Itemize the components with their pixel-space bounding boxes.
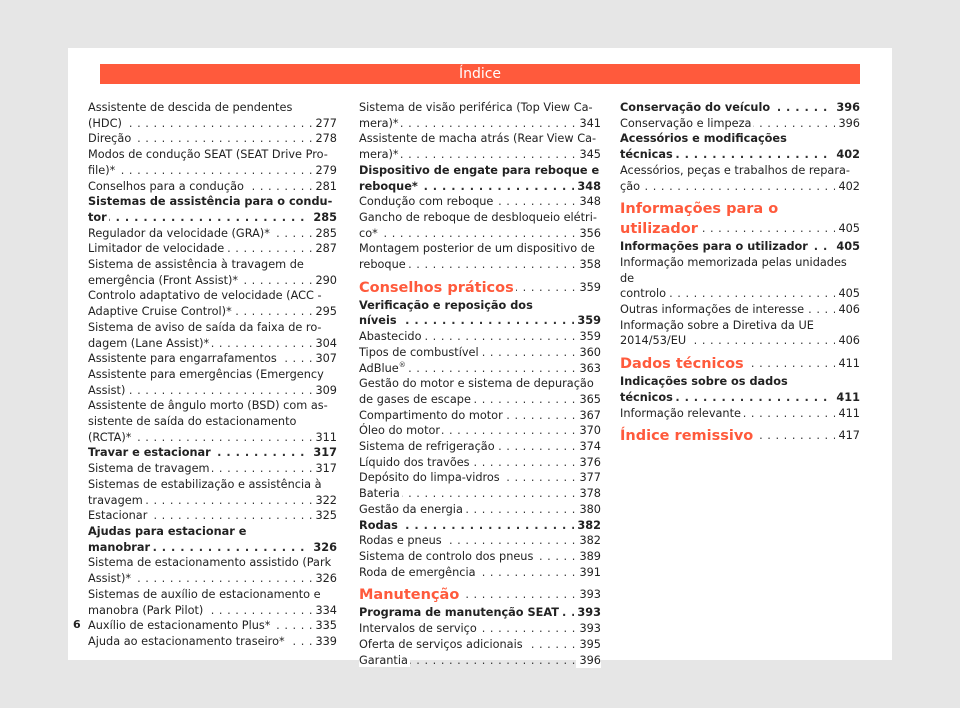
toc-entry[interactable] [620, 100, 860, 116]
toc-page-number: 279 [312, 163, 337, 179]
toc-entry[interactable] [359, 470, 601, 486]
toc-entry-title: Informações para o utilizador [620, 201, 779, 238]
toc-entry[interactable] [359, 147, 601, 163]
toc-page-number: 339 [312, 634, 337, 650]
toc-entry-title: file)* [88, 163, 116, 177]
toc-page-number: 389 [576, 549, 601, 565]
toc-entry-title: co* [359, 226, 378, 240]
toc-entry[interactable] [88, 304, 337, 320]
toc-entry[interactable] [88, 210, 337, 226]
toc-page-number: 395 [576, 637, 601, 653]
toc-page-number: 402 [835, 179, 860, 195]
toc-page-number: 411 [833, 390, 860, 406]
toc-entry[interactable] [88, 618, 337, 634]
toc-line: Montagem posterior de um dispositivo de [359, 242, 595, 256]
toc-line: Assistente de descida de pendentes [88, 101, 293, 114]
toc-entry[interactable] [620, 239, 860, 255]
toc-entry-title: Líquido dos travões [359, 455, 470, 469]
toc-entry-title: (HDC) [88, 116, 122, 130]
toc-entry-title: (RCTA)* [88, 430, 132, 444]
toc-page-number: 317 [312, 461, 337, 477]
toc-entry[interactable] [88, 461, 337, 477]
toc-column-1 [88, 100, 337, 650]
toc-entry[interactable] [359, 116, 601, 132]
toc-page-number: 396 [835, 116, 860, 132]
toc-entry-title: Depósito do limpa-vidros [359, 471, 500, 485]
index-header [100, 64, 860, 84]
toc-entry-title: Oferta de serviços adicionais [359, 637, 523, 651]
toc-column-2 [359, 100, 601, 668]
toc-page-number: 393 [576, 621, 601, 637]
toc-entry[interactable] [88, 131, 337, 147]
toc-entry-title: Travar e estacionar [88, 446, 211, 460]
toc-entry[interactable] [88, 430, 337, 446]
toc-entry[interactable] [359, 549, 601, 565]
toc-entry-title: Regulador da velocidade (GRA)* [88, 226, 270, 240]
toc-entry-title: Bateria [359, 487, 400, 501]
toc-entry[interactable] [620, 374, 860, 405]
toc-page-number: 348 [576, 194, 601, 210]
toc-page-number: 356 [576, 226, 601, 242]
toc-entry-title: Outras informações de interesse [620, 303, 805, 317]
toc-entry[interactable] [88, 634, 337, 650]
toc-line: Sistema de assistência à travagem de [88, 258, 304, 272]
toc-entry-title: Conservação e limpeza [620, 116, 752, 130]
toc-entry[interactable] [359, 298, 601, 329]
toc-page-number: 281 [312, 179, 337, 195]
toc-entry[interactable] [620, 116, 860, 132]
toc-page-number: 406 [835, 302, 860, 318]
toc-entry-title: dagem (Lane Assist)* [88, 336, 210, 350]
toc-entry-title: travagem [88, 493, 143, 507]
toc-entry[interactable] [88, 226, 337, 242]
toc-page-number: 345 [576, 147, 601, 163]
toc-page-number: 378 [576, 486, 601, 502]
toc-entry[interactable] [88, 241, 337, 257]
toc-entry-title: Ajuda ao estacionamento traseiro* [88, 634, 285, 648]
toc-entry-title: Ajudas para estacionar e manobrar [88, 524, 247, 554]
toc-page-number: 326 [310, 540, 337, 556]
toc-page-number: 359 [576, 278, 601, 298]
toc-page-number: 287 [312, 241, 337, 257]
toc-page-number: 322 [312, 493, 337, 509]
toc-entry-title: Assist) [88, 383, 126, 397]
toc-page-number: 391 [576, 565, 601, 581]
toc-page-number: 365 [576, 392, 601, 408]
toc-section[interactable] [620, 199, 860, 239]
toc-entry[interactable] [359, 565, 601, 581]
toc-entry-title: emergência (Front Assist)* [88, 273, 239, 287]
toc-page-number: 405 [833, 239, 860, 255]
toc-page-number: 358 [576, 257, 601, 273]
toc-entry-title: Abastecido [359, 330, 422, 344]
toc-entry[interactable] [359, 533, 601, 549]
toc-page-number: 285 [310, 210, 337, 226]
toc-page-number: 417 [835, 426, 860, 446]
toc-line: Assistente para emergências (Emergency [88, 367, 324, 381]
toc-page-number: 380 [576, 502, 601, 518]
toc-entry[interactable] [88, 603, 337, 619]
toc-line: Gestão do motor e sistema de depuração [359, 377, 594, 391]
toc-entry-title: Sistema de controlo dos pneus [359, 549, 534, 563]
toc-entry[interactable] [359, 179, 601, 195]
toc-line: Modos de condução SEAT (SEAT Drive Pro- [88, 148, 328, 162]
toc-entry[interactable] [359, 226, 601, 242]
toc-page-number: 382 [576, 533, 601, 549]
toc-line: Sistema de visão periférica (Top View Ca- [359, 101, 593, 114]
toc-page-number: 367 [576, 408, 601, 424]
toc-entry[interactable] [88, 116, 337, 132]
toc-entry[interactable] [359, 605, 601, 621]
toc-page-number: 411 [835, 354, 860, 374]
toc-entry[interactable] [359, 621, 601, 637]
toc-line: Dispositivo de engate para reboque e [359, 163, 600, 177]
toc-page-number: 405 [835, 286, 860, 302]
toc-entry[interactable] [359, 194, 601, 210]
toc-entry-title: tor [88, 210, 107, 224]
toc-entry-title: de gases de escape [359, 392, 471, 406]
toc-page-number: 405 [835, 219, 860, 239]
toc-entry-title: Condução com reboque [359, 195, 494, 209]
toc-section[interactable] [620, 426, 860, 446]
toc-line: Sistema de aviso de saída da faixa de ro- [88, 320, 322, 334]
toc-page-number: 363 [576, 361, 601, 377]
toc-page-number: 396 [576, 653, 601, 669]
toc-entry[interactable] [88, 571, 337, 587]
toc-section[interactable] [359, 585, 601, 605]
toc-page-number: 295 [312, 304, 337, 320]
toc-page-number: 348 [574, 179, 601, 195]
toc-entry-title: Intervalos de serviço [359, 622, 477, 636]
toc-entry-title: Limitador de velocidade [88, 242, 225, 256]
toc-entry[interactable] [359, 345, 601, 361]
toc-entry-title: Informações para o utilizador [620, 240, 808, 254]
toc-entry[interactable] [359, 637, 601, 653]
toc-line: Assistente de ângulo morto (BSD) com as- [88, 399, 328, 413]
toc-page-number: 382 [574, 518, 601, 534]
toc-line: Sistema de estacionamento assistido (Park [88, 556, 332, 570]
toc-entry-title: Direção [88, 132, 132, 146]
toc-page-number: 290 [312, 273, 337, 289]
toc-entry[interactable] [88, 445, 337, 461]
toc-entry-title: Rodas e pneus [359, 534, 442, 548]
toc-entry-title: Indicações sobre os dados técnicos [620, 375, 788, 404]
toc-entry[interactable] [88, 273, 337, 289]
toc-entry[interactable] [359, 329, 601, 345]
toc-entry-title: Auxílio de estacionamento Plus* [88, 619, 271, 633]
toc-entry-title: Índice remissivo [620, 428, 754, 445]
toc-entry[interactable] [88, 508, 337, 524]
toc-entry[interactable] [620, 286, 860, 302]
toc-entry[interactable] [620, 333, 860, 349]
toc-line: sistente de saída do estacionamento [88, 415, 297, 429]
toc-line: Informação memorizada pelas unidades de [620, 255, 847, 285]
toc-entry-title: reboque [359, 258, 406, 272]
toc-entry-title: mera)* [359, 116, 399, 130]
toc-entry[interactable] [359, 408, 601, 424]
toc-page-number: 278 [312, 131, 337, 147]
toc-entry[interactable] [359, 392, 601, 408]
toc-entry-title: Estacionar [88, 509, 148, 523]
toc-entry[interactable] [88, 493, 337, 509]
toc-entry-title: Tipos de combustível [359, 345, 479, 359]
toc-entry-title: Assist)* [88, 572, 132, 586]
toc-page-number: 370 [576, 423, 601, 439]
toc-entry[interactable] [88, 524, 337, 555]
toc-page-number: 304 [312, 336, 337, 352]
toc-page-number: 317 [310, 445, 337, 461]
toc-entry-title: Conselhos para a condução [88, 179, 244, 193]
toc-entry[interactable] [620, 131, 860, 162]
toc-page-number: 359 [574, 313, 601, 329]
toc-entry-title: Sistema de travagem [88, 462, 210, 476]
page-number: 6 [73, 618, 81, 631]
toc-entry[interactable] [359, 257, 601, 273]
toc-entry[interactable] [359, 439, 601, 455]
toc-section[interactable] [359, 278, 601, 298]
toc-entry-title: Manutenção [359, 587, 460, 604]
toc-entry[interactable] [359, 455, 601, 471]
toc-entry-title: Sistema de refrigeração [359, 440, 495, 454]
toc-entry[interactable] [620, 406, 860, 422]
toc-column-3 [620, 100, 860, 446]
toc-entry[interactable] [620, 302, 860, 318]
toc-entry-title: Adaptive Cruise Control)* [88, 305, 232, 319]
toc-entry[interactable] [359, 486, 601, 502]
toc-page-number: 406 [835, 333, 860, 349]
toc-entry-title: AdBlue [359, 361, 399, 375]
toc-entry-title: Óleo do motor [359, 424, 441, 438]
toc-entry-title: manobra (Park Pilot) [88, 603, 204, 617]
toc-entry-title: 2014/53/EU [620, 334, 687, 348]
toc-page-number: 402 [833, 147, 860, 163]
toc-entry-title: Assistente para engarrafamentos [88, 352, 277, 366]
toc-entry[interactable] [620, 179, 860, 195]
toc-line: Sistemas de assistência para o condu- [88, 195, 333, 209]
toc-line: Assistente de macha atrás (Rear View Ca- [359, 132, 597, 146]
toc-entry[interactable] [359, 518, 601, 534]
toc-entry-title: Informação relevante [620, 406, 741, 420]
toc-page-number: 396 [833, 100, 860, 116]
toc-page-number: 360 [576, 345, 601, 361]
toc-page-number: 393 [576, 585, 601, 605]
toc-entry[interactable] [359, 361, 601, 377]
toc-page-number: 325 [312, 508, 337, 524]
toc-entry-sup: ® [398, 360, 406, 369]
toc-entry-title: Gestão da energia [359, 502, 463, 516]
toc-entry[interactable] [88, 163, 337, 179]
toc-entry-title: Conservação do veículo [620, 101, 771, 114]
toc-page-number: 326 [312, 571, 337, 587]
toc-line: Gancho de reboque de desbloqueio elétri- [359, 210, 597, 224]
toc-page-number: 359 [576, 329, 601, 345]
toc-section[interactable] [620, 354, 860, 374]
toc-entry-title: ção [620, 179, 641, 193]
toc-entry[interactable] [359, 653, 601, 669]
toc-entry-title: Conselhos práticos [359, 279, 514, 296]
toc-entry[interactable] [359, 502, 601, 518]
toc-line: Sistemas de estabilização e assistência à [88, 477, 322, 491]
toc-page-number: 335 [312, 618, 337, 634]
toc-page-number: 277 [312, 116, 337, 132]
toc-page-number: 307 [312, 351, 337, 367]
toc-page-number: 311 [312, 430, 337, 446]
toc-entry[interactable] [88, 383, 337, 399]
toc-page-number: 376 [576, 455, 601, 471]
toc-page-number: 285 [312, 226, 337, 242]
toc-entry-title: Garantia [359, 653, 408, 667]
toc-entry-title: controlo [620, 287, 667, 301]
toc-entry[interactable] [88, 336, 337, 352]
toc-page-number: 341 [576, 116, 601, 132]
toc-page-number: 334 [312, 603, 337, 619]
toc-entry-title: reboque* [359, 179, 418, 193]
toc-page-number: 411 [835, 406, 860, 422]
toc-entry-title: Rodas [359, 518, 398, 532]
toc-line: Controlo adaptativo de velocidade (ACC - [88, 289, 322, 303]
toc-line: Sistemas de auxílio de estacionamento e [88, 587, 321, 601]
toc-entry-title: Compartimento do motor [359, 408, 503, 422]
toc-entry-title: Acessórios e modificações técnicas [620, 132, 787, 162]
toc-page-number: 374 [576, 439, 601, 455]
toc-entry-title: Dados técnicos [620, 356, 744, 373]
toc-page-number: 377 [576, 470, 601, 486]
toc-page-number: 393 [574, 605, 601, 621]
toc-entry-title: Roda de emergência [359, 565, 476, 579]
toc-line: Informação sobre a Diretiva da UE [620, 318, 814, 332]
toc-entry[interactable] [88, 179, 337, 195]
toc-entry[interactable] [359, 423, 601, 439]
toc-entry-title: mera)* [359, 148, 399, 162]
toc-page-number: 309 [312, 383, 337, 399]
toc-entry-title: Programa de manutenção SEAT [359, 606, 559, 620]
header-title: Índice [458, 66, 502, 82]
toc-entry-title: Verificação e reposição dos níveis [359, 298, 533, 328]
toc-entry[interactable] [88, 351, 337, 367]
toc-line: Acessórios, peças e trabalhos de repara- [620, 163, 850, 177]
